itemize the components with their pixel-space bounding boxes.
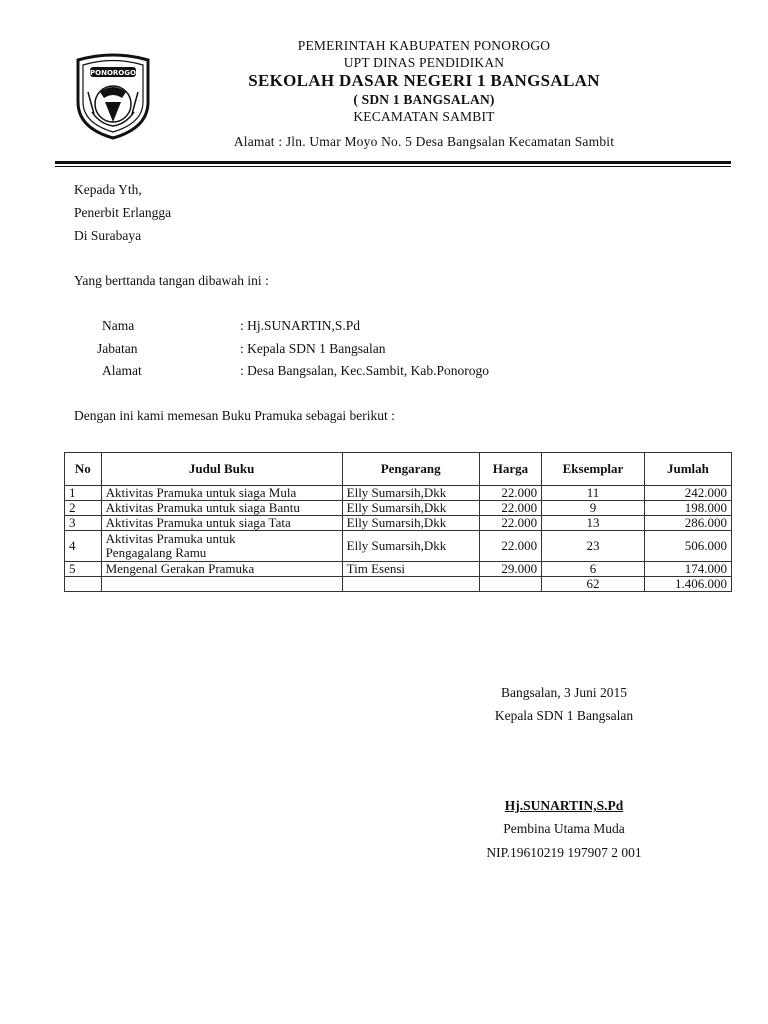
- intro-text: Yang berttanda tangan dibawah ini :: [74, 273, 269, 288]
- cell-empty: [342, 577, 479, 592]
- recipient-line-1: Kepada Yth,: [74, 182, 142, 197]
- cell-no: 4: [65, 531, 102, 562]
- cell-pengarang: Elly Sumarsih,Dkk: [342, 516, 479, 531]
- kop-line-2: UPT DINAS PENDIDIKAN: [343, 55, 505, 70]
- school-abbrev: ( SDN 1 BANGSALAN): [353, 92, 495, 107]
- header-harga: Harga: [479, 453, 541, 486]
- cell-no: 1: [65, 486, 102, 501]
- cell-harga: 22.000: [479, 486, 541, 501]
- cell-eksemplar: 23: [542, 531, 645, 562]
- table-row: [65, 486, 732, 501]
- cell-judul-line-2: Pengagalang Ramu: [105, 545, 207, 560]
- cell-pengarang: Elly Sumarsih,Dkk: [342, 501, 479, 516]
- header-pengarang: Pengarang: [342, 453, 479, 486]
- table-total-row: [65, 577, 732, 592]
- recipient-line-2: Penerbit Erlangga: [74, 205, 172, 220]
- cell-judul: Aktivitas Pramuka untuk siaga Mula: [101, 486, 342, 501]
- signer-address-value: : Desa Bangsalan, Kec.Sambit, Kab.Ponorogo: [240, 363, 489, 378]
- cell-judul-multiline: [101, 531, 342, 562]
- recipient-line-3: Di Surabaya: [74, 228, 142, 243]
- cell-no: 3: [65, 516, 102, 531]
- cell-eksemplar: 9: [542, 501, 645, 516]
- cell-jumlah: 198.000: [644, 501, 731, 516]
- total-eksemplar: 62: [542, 577, 645, 592]
- cell-empty: [65, 577, 102, 592]
- order-table: [64, 452, 732, 592]
- kop-line-1: PEMERINTAH KABUPATEN PONOROGO: [297, 38, 551, 53]
- table-row: [65, 501, 732, 516]
- order-intro-text: Dengan ini kami memesan Buku Pramuka sebagai berikut :: [74, 408, 395, 423]
- kop-line-5: KECAMATAN SAMBIT: [353, 109, 495, 124]
- cell-judul: Aktivitas Pramuka untuk siaga Tata: [101, 516, 342, 531]
- school-name: SEKOLAH DASAR NEGERI 1 BANGSALAN: [248, 71, 600, 90]
- header-judul: Judul Buku: [101, 453, 342, 486]
- place-date: Bangsalan, 3 Juni 2015: [501, 685, 627, 700]
- header-jumlah: Jumlah: [644, 453, 731, 486]
- closing-position: Kepala SDN 1 Bangsalan: [494, 708, 634, 723]
- cell-harga: 29.000: [479, 562, 541, 577]
- cell-no: 5: [65, 562, 102, 577]
- cell-judul: Aktivitas Pramuka untuk siaga Bantu: [101, 501, 342, 516]
- header-no: No: [65, 453, 102, 486]
- signer-name-label: Nama: [102, 318, 135, 333]
- table-row: [65, 531, 732, 562]
- cell-no: 2: [65, 501, 102, 516]
- signatory-name: Hj.SUNARTIN,S.Pd: [504, 798, 624, 813]
- cell-harga: 22.000: [479, 531, 541, 562]
- cell-harga: 22.000: [479, 501, 541, 516]
- table-row: [65, 516, 732, 531]
- header-eksemplar: Eksemplar: [542, 453, 645, 486]
- cell-eksemplar: 6: [542, 562, 645, 577]
- cell-empty: [479, 577, 541, 592]
- school-address: Alamat : Jln. Umar Moyo No. 5 Desa Bangsalan Kecamatan Sambit: [233, 134, 615, 149]
- cell-jumlah: 286.000: [644, 516, 731, 531]
- cell-judul: Mengenal Gerakan Pramuka: [101, 562, 342, 577]
- cell-judul-line-1: Aktivitas Pramuka untuk: [105, 531, 236, 546]
- signer-position-value: : Kepala SDN 1 Bangsalan: [240, 341, 386, 356]
- cell-eksemplar: 13: [542, 516, 645, 531]
- cell-harga: 22.000: [479, 516, 541, 531]
- signer-position-label: Jabatan: [97, 341, 138, 356]
- signatory-nip: NIP.19610219 197907 2 001: [486, 845, 642, 860]
- table-row: [65, 562, 732, 577]
- table-header-row: [65, 453, 732, 486]
- header-rule-thick: [55, 161, 731, 164]
- cell-eksemplar: 11: [542, 486, 645, 501]
- logo-text: PONOROGO: [90, 69, 136, 77]
- cell-jumlah: 506.000: [644, 531, 731, 562]
- total-jumlah: 1.406.000: [644, 577, 731, 592]
- cell-pengarang: Elly Sumarsih,Dkk: [342, 531, 479, 562]
- cell-pengarang: Tim Esensi: [342, 562, 479, 577]
- signer-address-label: Alamat: [102, 363, 142, 378]
- cell-jumlah: 174.000: [644, 562, 731, 577]
- signatory-rank: Pembina Utama Muda: [503, 821, 625, 836]
- cell-pengarang: Elly Sumarsih,Dkk: [342, 486, 479, 501]
- cell-empty: [101, 577, 342, 592]
- header-rule-thin: [55, 166, 731, 167]
- cell-jumlah: 242.000: [644, 486, 731, 501]
- signer-name-value: : Hj.SUNARTIN,S.Pd: [240, 318, 360, 333]
